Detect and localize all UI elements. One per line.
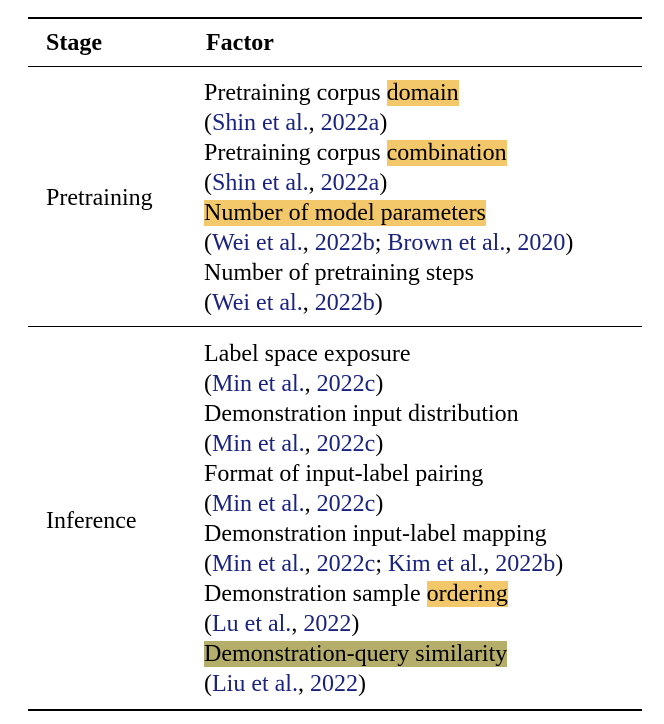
factor-text: Number of pretraining steps (204, 260, 474, 286)
factor-text: ) (555, 551, 564, 577)
citation-link[interactable]: 2022 (303, 611, 352, 637)
citation-link[interactable]: Kim et al. (387, 551, 484, 577)
citation-link[interactable]: 2022c (316, 551, 376, 577)
citation-link[interactable]: Lu et al. (212, 611, 292, 637)
factor-text: ) (351, 611, 360, 637)
citation-link[interactable]: 2022b (314, 230, 375, 256)
factor-line (204, 198, 573, 228)
factor-text: ( (204, 671, 212, 697)
factor-text: , (304, 431, 317, 457)
factor-text: Demonstration input distribution (204, 401, 519, 427)
citation-link[interactable]: Shin et al. (212, 170, 309, 196)
citation-link[interactable]: Wei et al. (212, 230, 303, 256)
citation-link[interactable]: Min et al. (212, 551, 305, 577)
header-stage: Stage (46, 30, 102, 56)
citation-link[interactable]: 2022c (316, 491, 376, 517)
factor-line (204, 459, 563, 489)
highlighted-term: Number of model parameters (204, 200, 486, 226)
factor-text: ) (375, 491, 384, 517)
factor-text: Demonstration sample (204, 581, 427, 607)
factor-line (204, 228, 573, 258)
factor-text: ( (204, 110, 212, 136)
factor-text: Format of input-label pairing (204, 461, 484, 487)
factor-line (204, 339, 563, 369)
factor-text: ) (375, 431, 384, 457)
factor-line (204, 429, 563, 459)
factor-line (204, 168, 573, 198)
factor-line (204, 669, 563, 699)
highlighted-term: combination (386, 140, 507, 166)
citation-link[interactable]: 2022c (316, 431, 376, 457)
citation-link[interactable]: 2020 (517, 230, 566, 256)
header-factor: Factor (206, 30, 274, 56)
factor-text: ) (379, 110, 388, 136)
factor-text: , (297, 671, 310, 697)
citation-link[interactable]: Min et al. (212, 491, 305, 517)
factor-text: Pretraining corpus (204, 80, 387, 106)
factors-inference (204, 339, 563, 699)
header-rule (28, 66, 642, 67)
factor-text: ) (374, 290, 383, 316)
factor-line (204, 519, 563, 549)
factor-line (204, 639, 563, 669)
factor-text: Pretraining corpus (204, 140, 387, 166)
highlighted-term-dark: Demonstration-query similarity (204, 641, 508, 667)
factor-text: ( (204, 611, 212, 637)
factor-text: ( (204, 551, 212, 577)
factor-text: , (308, 170, 321, 196)
factor-line (204, 609, 563, 639)
factor-line (204, 258, 573, 288)
highlighted-term: domain (386, 80, 459, 106)
factor-text: ; (374, 230, 388, 256)
highlighted-term: ordering (426, 581, 508, 607)
citation-link[interactable]: Min et al. (212, 371, 305, 397)
factor-line (204, 369, 563, 399)
citation-link[interactable]: Min et al. (212, 431, 305, 457)
citation-link[interactable]: 2022c (316, 371, 376, 397)
factor-text: ( (204, 371, 212, 397)
factor-text: ; (375, 551, 388, 577)
factor-text: ) (565, 230, 574, 256)
citation-link[interactable]: Shin et al. (212, 110, 309, 136)
factors-pretraining (204, 78, 573, 318)
citation-link[interactable]: Wei et al. (212, 290, 303, 316)
factor-line (204, 78, 573, 108)
factor-text: , (505, 230, 518, 256)
factor-text: , (304, 491, 317, 517)
citation-link[interactable]: Brown et al. (387, 230, 506, 256)
stage-inference: Inference (46, 508, 137, 534)
citation-link[interactable]: 2022a (320, 170, 380, 196)
group-rule (28, 326, 642, 327)
factor-text: ( (204, 431, 212, 457)
table-bottom-rule (28, 709, 642, 711)
citation-link[interactable]: 2022 (309, 671, 358, 697)
factor-text: ( (204, 491, 212, 517)
stage-pretraining: Pretraining (46, 185, 153, 211)
factor-text: , (302, 230, 315, 256)
table-top-rule (28, 17, 642, 19)
citation-link[interactable]: 2022a (320, 110, 380, 136)
factor-line (204, 579, 563, 609)
factor-text: , (304, 371, 317, 397)
factor-text: , (302, 290, 315, 316)
citation-link[interactable]: 2022b (314, 290, 375, 316)
factor-text: , (308, 110, 321, 136)
factor-line (204, 489, 563, 519)
factor-text: Demonstration input-label mapping (204, 521, 547, 547)
factor-text: ) (375, 371, 384, 397)
factor-line (204, 288, 573, 318)
factor-text: ( (204, 290, 212, 316)
factor-line (204, 108, 573, 138)
factor-text: ) (357, 671, 366, 697)
factor-line (204, 399, 563, 429)
factor-text: ( (204, 170, 212, 196)
factor-line (204, 138, 573, 168)
factor-text: , (304, 551, 317, 577)
factor-line (204, 549, 563, 579)
factor-text: ) (379, 170, 388, 196)
citation-link[interactable]: Liu et al. (212, 671, 298, 697)
factor-text: , (291, 611, 304, 637)
factor-text: ( (204, 230, 212, 256)
factor-text: , (483, 551, 496, 577)
factor-text: Label space exposure (204, 341, 411, 367)
citation-link[interactable]: 2022b (495, 551, 556, 577)
